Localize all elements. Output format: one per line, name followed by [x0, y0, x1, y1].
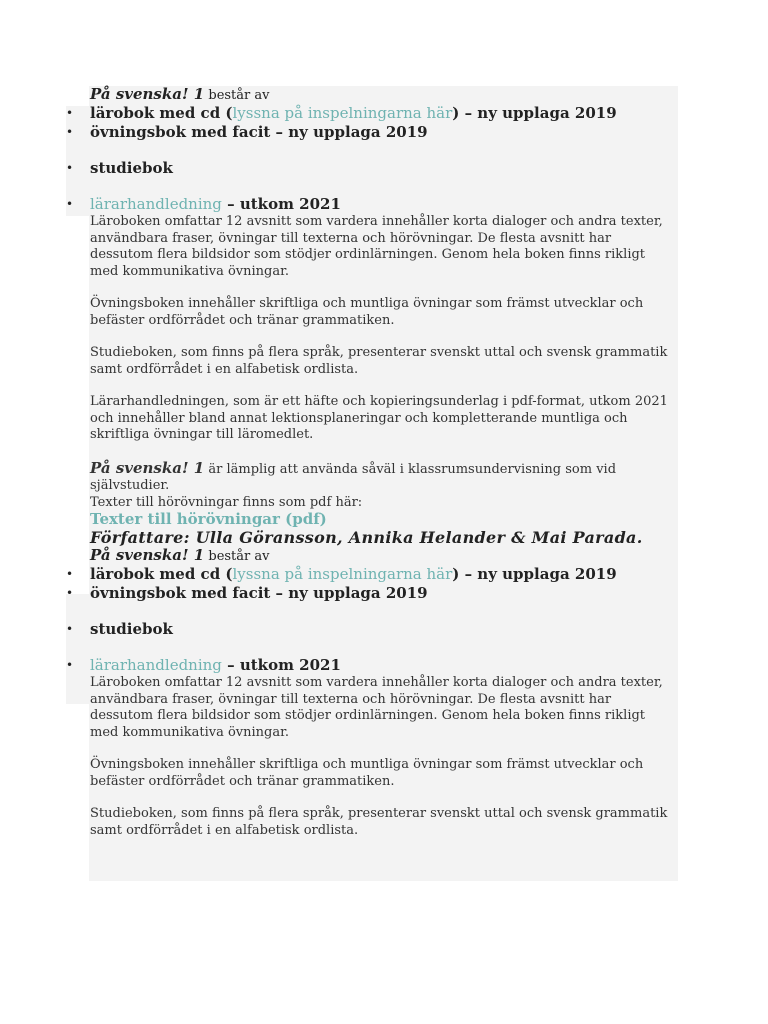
list-item: • lärarhandledning – utkom 2021	[66, 195, 341, 213]
workbook-description: Övningsboken innehåller skriftliga och muntliga övningar som främst utvecklar och befäster ordförrådet och tränar grammatiken.	[90, 757, 644, 789]
bullet-icon: •	[66, 567, 74, 581]
pdf-note: Texter till hörövningar finns som pdf här:	[90, 494, 363, 510]
list-item: • lärobok med cd (lyssna på inspelningarna här) – ny upplaga 2019	[66, 104, 617, 122]
intro-text: består av	[204, 549, 270, 564]
recordings-link[interactable]: lyssna på inspelningarna här	[232, 104, 453, 122]
author-line: Författare: Ulla Göransson, Annika Helander & Mai Parada.	[90, 528, 643, 547]
teacher-guide-link[interactable]: lärarhandledning	[90, 195, 222, 213]
studybook-description: Studieboken, som finns på flera språk, presenterar svenskt uttal och svensk grammatik samt ordförrådet i en alfabetisk ordlista.	[90, 806, 668, 838]
bullet-icon: •	[66, 658, 74, 672]
product-section	[66, 86, 678, 547]
bullet-icon: •	[66, 197, 74, 211]
list-item: • lärarhandledning – utkom 2021	[66, 656, 341, 674]
document-page	[66, 86, 678, 839]
component-list	[66, 104, 678, 214]
textbook-description: Läroboken omfattar 12 avsnitt som vardera innehåller korta dialoger och andra texter, användbara fraser, övningar till texterna och hörövningar. De flesta avsnitt har dessutom flera bildsidor som stödjer ordinlärningen. Genom hela boken finns rikligt med kommunikativa övningar.	[90, 675, 663, 740]
list-item: • övningsbok med facit – ny upplaga 2019	[66, 584, 428, 602]
workbook-description: Övningsboken innehåller skriftliga och muntliga övningar som främst utvecklar och befäster ordförrådet och tränar grammatiken.	[90, 296, 644, 328]
list-item: • övningsbok med facit – ny upplaga 2019	[66, 123, 428, 141]
intro-line	[66, 547, 678, 565]
usage-note: På svenska! 1 är lämplig att använda såväl i klassrumsundervisning som vid självstudier.	[90, 458, 617, 493]
book-title: På svenska! 1	[90, 546, 205, 564]
book-title: På svenska! 1	[90, 458, 205, 477]
list-item: • studiebok	[66, 620, 173, 638]
textbook-description: Läroboken omfattar 12 avsnitt som vardera innehåller korta dialoger och andra texter, användbara fraser, övningar till texterna och hörövningar. De flesta avsnitt har dessutom flera bildsidor som stödjer ordinlärningen. Genom hela boken finns rikligt med kommunikativa övningar.	[90, 214, 663, 279]
teacher-guide-link[interactable]: lärarhandledning	[90, 656, 222, 674]
teacher-guide-description: Lärarhandledningen, som är ett häfte och kopieringsunderlag i pdf-format, utkom 2021 och innehåller bland annat lektionsplaneringar och kompletterande muntliga och skriftliga övningar till läromedlet.	[90, 394, 668, 442]
bullet-icon: •	[66, 161, 74, 175]
product-section	[66, 547, 678, 839]
studybook-description: Studieboken, som finns på flera språk, presenterar svenskt uttal och svensk grammatik samt ordförrådet i en alfabetisk ordlista.	[90, 345, 668, 377]
bullet-icon: •	[66, 125, 74, 139]
pdf-link[interactable]: Texter till hörövningar (pdf)	[90, 510, 327, 528]
intro-text: består av	[204, 88, 270, 103]
intro-line	[66, 86, 678, 104]
bullet-icon: •	[66, 586, 74, 600]
book-title: På svenska! 1	[90, 85, 205, 103]
bullet-icon: •	[66, 622, 74, 636]
list-item: • studiebok	[66, 159, 173, 177]
bullet-icon: •	[66, 106, 74, 120]
list-item: • lärobok med cd (lyssna på inspelningarna här) – ny upplaga 2019	[66, 565, 617, 583]
component-list	[66, 565, 678, 675]
recordings-link[interactable]: lyssna på inspelningarna här	[232, 565, 453, 583]
